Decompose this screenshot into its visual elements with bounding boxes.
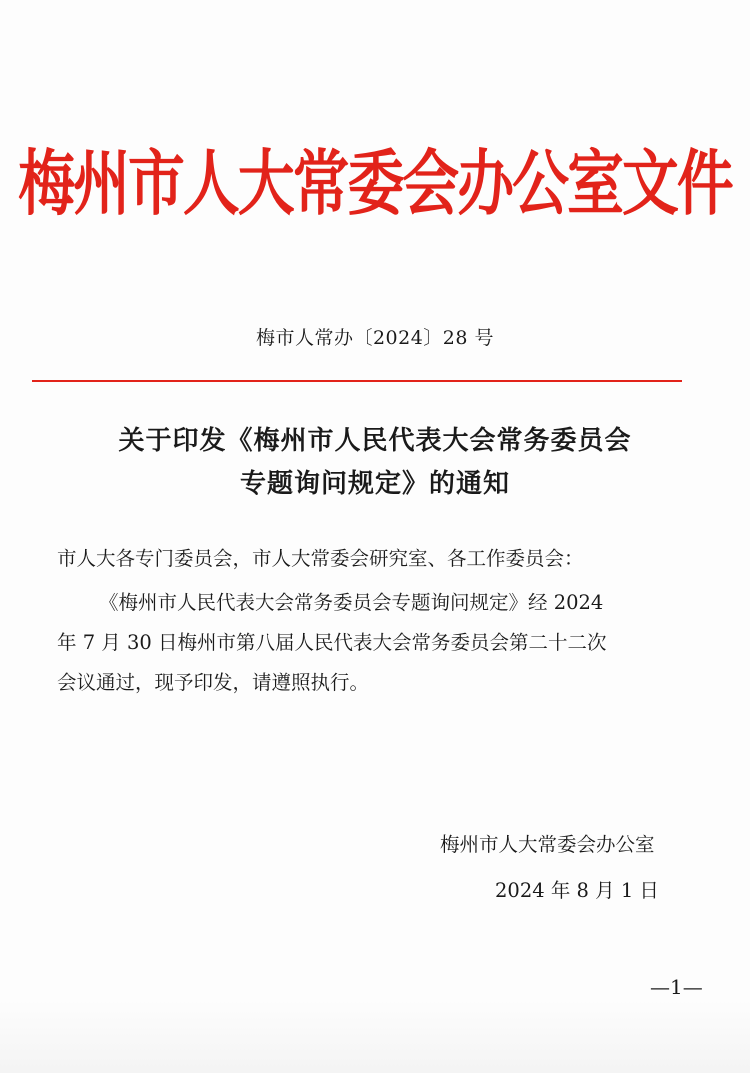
signature-date: 2024 年 8 月 1 日 (495, 879, 659, 902)
salutation: 市人大各专门委员会，市人大常委会研究室、各工作委员会： (57, 547, 584, 570)
notice-title-line-2: 专题询问规定》的通知 (239, 469, 510, 499)
body-line-1: 《梅州市人民代表大会常务委员会专题询问规定》经 2024 (99, 591, 604, 614)
body-paragraph (57, 583, 717, 703)
document-number: 梅市人常办〔2024〕28 号 (255, 327, 495, 349)
page-fold-shadow (0, 1000, 750, 1073)
body-line-3: 会议通过，现予印发，请遵照执行。 (57, 671, 370, 694)
notice-title-line-1: 关于印发《梅州市人民代表大会常务委员会 (118, 426, 632, 456)
signature-organization: 梅州市人大常委会办公室 (440, 833, 655, 856)
red-divider-line (32, 380, 682, 382)
masthead-title: 梅州市人大常委会办公室文件 (18, 141, 732, 225)
body-line-2: 年 7 月 30 日梅州市第八届人民代表大会常务委员会第二十二次 (57, 631, 607, 654)
signature-block (440, 822, 730, 914)
notice-title (40, 420, 710, 506)
page-number: —1— (650, 975, 703, 999)
